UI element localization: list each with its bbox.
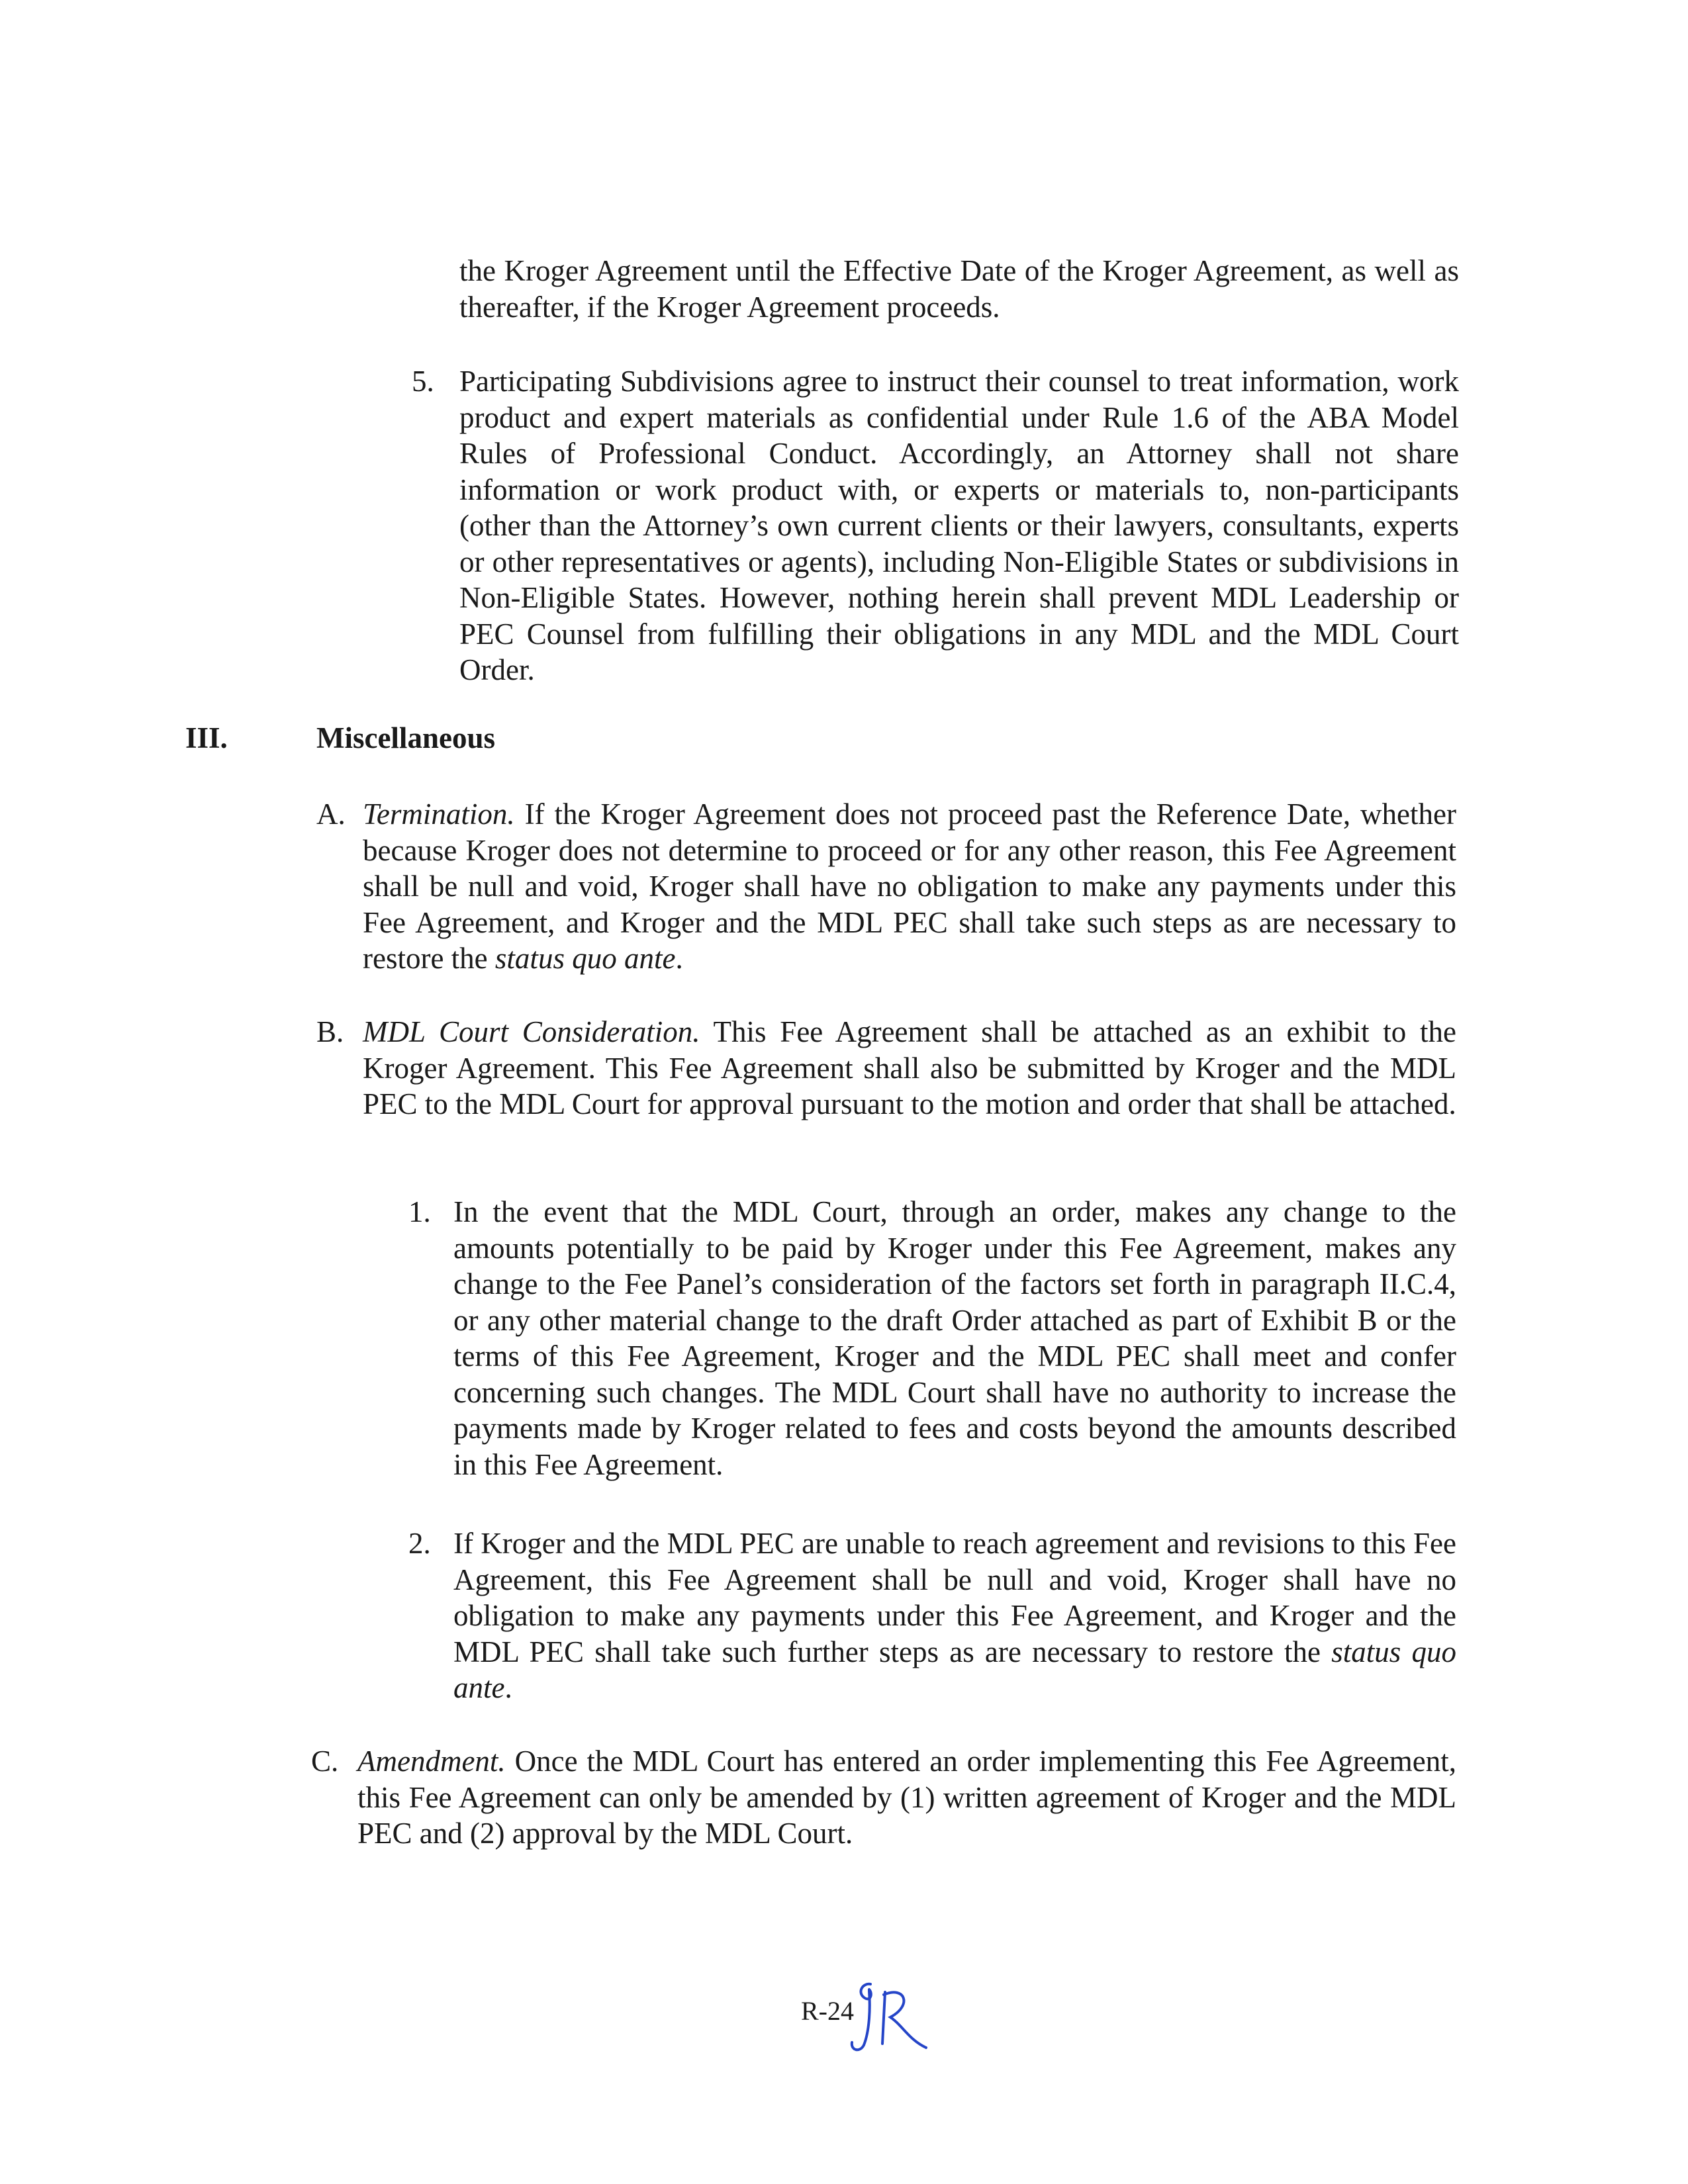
item-5-number: 5. (412, 365, 434, 398)
item-5-paragraph: Participating Subdivisions agree to instruct their counsel to treat information, work product and expert materials as confidential under Rule 1.6 of the ABA Model Rules of Professional Conduct. Accordingly, an Attorney shall not share information or work product with, or experts or materials to, non-participants (other than the Attorney’s own current clients or their lawyers, consultants, experts or other representatives or agents), including Non-Eligible States or subdivisions in Non-Eligible States. However, nothing herein shall prevent MDL Leadership or PEC Counsel from fulfilling their obligations in any MDL and the MDL Court Order. (459, 365, 1459, 686)
page-number: R-24 (801, 1996, 854, 2026)
section-b-title: MDL Court Consideration. (363, 1015, 700, 1048)
section-c-text: Once the MDL Court has entered an order implementing this Fee Agreement, this Fee Agreement can only be amended by (1) written agreement of Kroger and the MDL PEC and (2) approval by the MDL Court. (357, 1745, 1456, 1850)
section-c-title: Amendment. (357, 1745, 506, 1778)
section-a-paragraph (363, 796, 1456, 977)
section-b-paragraph (363, 1014, 1456, 1122)
section-a-title: Termination. (363, 797, 515, 831)
section-c-letter: C. (311, 1745, 339, 1778)
section-a-end: . (675, 942, 683, 975)
section-b-letter: B. (316, 1015, 344, 1048)
item-b2-paragraph (453, 1525, 1456, 1706)
item-b1-number: 1. (408, 1195, 431, 1228)
item-b2-end: . (504, 1671, 512, 1704)
section-a-text: If the Kroger Agreement does not proceed past the Reference Date, whether because Kroger does not determine to proceed or for any other reason, this Fee Agreement shall be null and void, Kroger shall have no obligation to make any payments under this Fee Agreement, and Kroger and the MDL PEC shall take such steps as are necessary to restore the (363, 797, 1456, 975)
item-b1-paragraph: In the event that the MDL Court, through an order, makes any change to the amounts potentially to be paid by Kroger under this Fee Agreement, makes any change to the Fee Panel’s consideration of the factors set forth in paragraph II.C.4, or any other material change to the draft Order attached as part of Exhibit B or the terms of this Fee Agreement, Kroger and the MDL PEC shall meet and confer concerning such changes. The MDL Court shall have no authority to increase the payments made by Kroger related to fees and costs beyond the amounts described in this Fee Agreement. (453, 1195, 1456, 1481)
section-a-italic-end: status quo ante (494, 942, 676, 975)
section-b-text: This Fee Agreement shall be attached as an exhibit to the Kroger Agreement. This Fee Agreement shall also be submitted by Kroger and the MDL PEC to the MDL Court for approval pursuant to the motion and order that shall be attached. (363, 1015, 1456, 1120)
section-c-paragraph (357, 1743, 1456, 1852)
section-a-letter: A. (316, 797, 346, 831)
continuation-paragraph: the Kroger Agreement until the Effective Date of the Kroger Agreement, as well as thereafter, if the Kroger Agreement proceeds. (459, 254, 1459, 324)
section-iii-number: III. (185, 721, 228, 754)
item-b2-italic-end: status quo ante (453, 1635, 1456, 1704)
section-iii-title: Miscellaneous (316, 721, 495, 754)
item-b2-text: If Kroger and the MDL PEC are unable to reach agreement and revisions to this Fee Agreement, this Fee Agreement shall be null and void, Kroger shall have no obligation to make any payments under this Fee Agreement, and Kroger and the MDL PEC shall take such further steps as are necessary to restore the (453, 1527, 1456, 1668)
item-b2-number: 2. (408, 1527, 431, 1560)
handwritten-initials (844, 1979, 937, 2058)
